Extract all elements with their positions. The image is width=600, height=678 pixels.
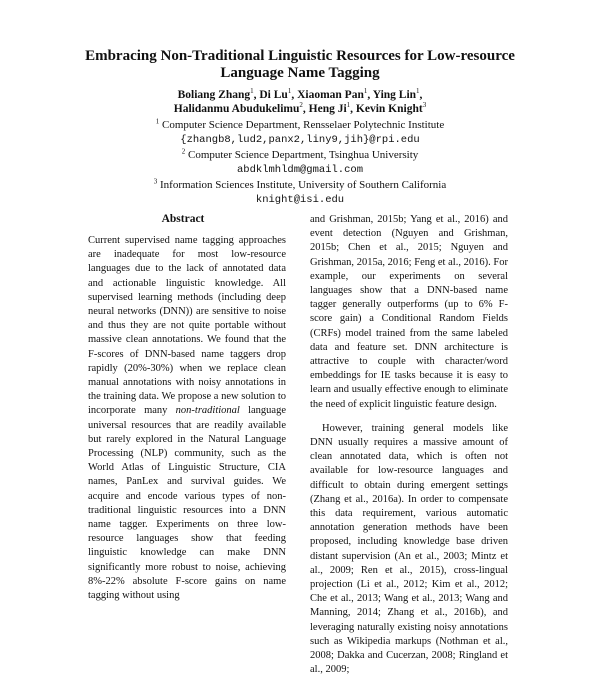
intro-column bbox=[310, 213, 508, 678]
title-line-1: Embracing Non-Traditional Linguistic Resources for Low-resource bbox=[85, 48, 515, 64]
affiliation-mark: 1 bbox=[346, 101, 351, 110]
affiliation-email: abdklmhldm@gmail.com bbox=[236, 164, 364, 176]
affiliation-name: Computer Science Department, Tsinghua University bbox=[187, 149, 419, 161]
author-name: Boliang Zhang bbox=[177, 89, 251, 101]
affiliation-mark: 1 bbox=[416, 87, 420, 96]
title-line-2: Language Name Tagging bbox=[220, 65, 380, 81]
affiliation bbox=[40, 148, 560, 163]
intro-paragraph: However, training general models like DNN usually requires a massive amount of clean annotated data, which is often not available for low-resource languages and difficult to obtain during emergent settings (Zhang et al., 2016a). In order to compensate this data requirement, various automatic annotation generation methods have been proposed, including knowledge base driven distant supervision (An et al., 2003; Mintz et al., 2009; Ren et al., 2015), cross-lingual projection (Li et al., 2012; Kim et al., 2012; Che et al., 2013; Wang et al., 2013; Wang and Manning, 2014; Zhang et al., 2016b), and leveraging naturally existing noisy annotations such as Wikipedia markups (Nothman et al., 2008; Dakka and Cucerzan, 2008; Ringland et al., 2009; bbox=[310, 422, 508, 676]
affiliation-email: knight@isi.edu bbox=[255, 194, 345, 206]
abstract-heading: Abstract bbox=[161, 213, 205, 225]
author-name: Halidanmu Abudukelimu bbox=[173, 103, 300, 115]
paper-title bbox=[40, 48, 560, 82]
intro-paragraph: and Grishman, 2015b; Yang et al., 2016) and event detection (Nguyen and Grishman, 2015b; Chen et al., 2015; Nguyen and Grishman, 2015a, 2016; Feng et al., 2016). For example, our experiments on several languages show that a DNN-based name tagger generally outperforms (up to 6% F-score gain) a Conditional Random Fields (CRFs) model trained from the same labeled data and feature set. DNN architecture is attractive to couple with character/word embeddings for IE tasks because it is easy to learn and usually effective enough to eliminate the need of explicit linguistic feature design. bbox=[310, 214, 508, 410]
affiliation-mark: 2 bbox=[181, 147, 186, 156]
abstract-body bbox=[88, 234, 286, 603]
affiliation bbox=[40, 178, 560, 193]
affiliation-mark: 1 bbox=[363, 87, 368, 96]
affiliation-mark: 2 bbox=[299, 101, 303, 110]
abstract-paragraph bbox=[88, 234, 286, 603]
author-line-2: Halidanmu Abudukelimu$^2$, Heng Ji$^1$, Kevin Knight$^3$ bbox=[173, 101, 427, 115]
abstract-text-part: Current supervised name tagging approaches are inadequate for most low-resource languages due to the lack of annotated data and actionable linguistic knowledge. All supervised learning methods (including deep neural networks (DNN)) are sensitive to noise and thus they are not quite portable without massive clean annotations. We found that the F-scores of DNN-based name taggers drop rapidly (20%-30%) when we replace clean manual annotations with noisy annotations in the training data. We propose a new solution to incorporate many bbox=[88, 235, 286, 417]
affiliation-name: Information Sciences Institute, University of Southern California bbox=[160, 179, 447, 191]
author-name: Xiaoman Pan bbox=[297, 89, 364, 101]
affiliation-list bbox=[40, 118, 560, 208]
affiliation-mark: 1 bbox=[287, 87, 292, 96]
affiliation-mark: 1 bbox=[250, 87, 254, 96]
abstract-emphasis: non-traditional bbox=[175, 405, 240, 417]
author-line-1: Boliang Zhang$^1$, Di Lu$^1$, Xiaoman Pan$^1$, Ying Lin$^1$, bbox=[177, 87, 423, 101]
author-name: Di Lu bbox=[259, 89, 288, 101]
affiliation-mark: 3 bbox=[422, 101, 427, 110]
affiliation-name: Computer Science Department, Rensselaer Polytechnic Institute bbox=[161, 119, 445, 131]
affiliation-mark: 3 bbox=[153, 177, 158, 186]
author-name: Ying Lin bbox=[372, 89, 417, 101]
author-name: Heng Ji bbox=[308, 103, 347, 115]
author-list bbox=[40, 88, 560, 116]
affiliation-email: {zhangb8,lud2,panx2,liny9,jih}@rpi.edu bbox=[180, 134, 420, 146]
affiliation-mark: 1 bbox=[155, 117, 160, 126]
abstract-text-part: language universal resources that are readily available but rarely explored in the Natural Language Processing (NLP) community, such as the World Atlas of Linguistic Structure, CIA names, PanLex and survival guides. We acquire and encode various types of non-traditional linguistic resources into a DNN name tagger. Experiments on three low-resource languages show that feeding linguistic knowledge can make DNN significantly more robust to noise, achieving 8%-22% absolute F-score gains on name tagging without using bbox=[88, 405, 287, 602]
affiliation bbox=[40, 118, 560, 133]
author-name: Kevin Knight bbox=[355, 103, 423, 115]
